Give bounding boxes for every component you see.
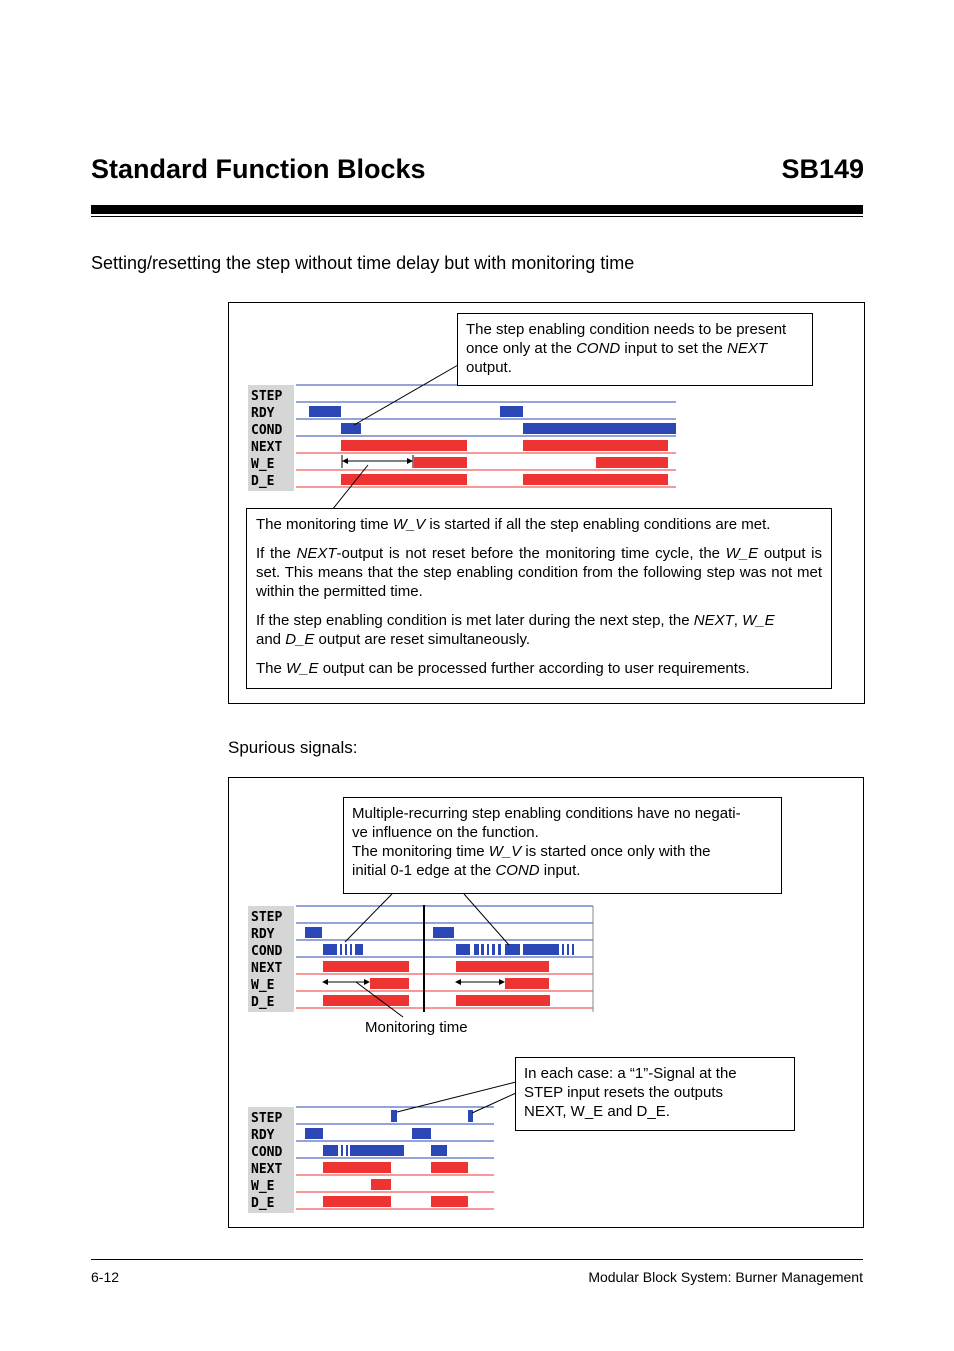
signal-label: W_E <box>251 978 275 993</box>
signal-label: W_E <box>251 1179 275 1194</box>
signal-label: D_E <box>251 995 275 1010</box>
next-pulse <box>523 440 668 451</box>
note-step-reset: In each case: a “1”-Signal at the STEP input resets the outputs NEXT, W_E and D_E. <box>515 1057 795 1131</box>
page-number: 6-12 <box>91 1269 120 1285</box>
leader-line <box>354 365 458 425</box>
note-step-enabling: The step enabling condition needs to be present once only at the COND input to set the NEXT output. <box>457 313 813 386</box>
cond-pulse <box>341 423 361 434</box>
signal-label: D_E <box>251 1196 275 1211</box>
signal-label: STEP <box>251 1111 283 1126</box>
signal-label: STEP <box>251 389 283 404</box>
cond-pulse <box>523 423 676 434</box>
rdy-pulse <box>500 406 523 417</box>
spurious-signals-label: Spurious signals: <box>228 738 358 757</box>
signal-label: NEXT <box>251 961 283 976</box>
signal-label: COND <box>251 944 283 959</box>
note-monitoring-time: The monitoring time W_V is started if all the step enabling conditions are met. If the NEXT-output is not reset before the monitoring time cycle, the W_E output is set. This means that the step enabling condition from the following step was not met within the permitted time. If the step enabling condition is met later during the next step, the NEXT, W_E and D_E output are reset simultaneously. The W_E output can be processed further according to user requirements. <box>246 508 832 689</box>
signal-label: D_E <box>251 474 275 489</box>
footer-rule <box>91 1259 863 1260</box>
signal-label: COND <box>251 1145 283 1160</box>
signal-label: NEXT <box>251 440 283 455</box>
we-pulse <box>596 457 668 468</box>
de-pulse <box>523 474 668 485</box>
signal-label: NEXT <box>251 1162 283 1177</box>
signal-label: COND <box>251 423 283 438</box>
page-title: Standard Function Blocks <box>91 154 426 184</box>
note-multiple-conditions: Multiple-recurring step enabling conditions have no negati- ve influence on the function. The monitoring time W_V is started once only with the initial 0-1 edge at the COND input. <box>343 797 782 894</box>
signal-label: STEP <box>251 910 283 925</box>
signal-label: W_E <box>251 457 275 472</box>
block-name: SB149 <box>781 154 864 184</box>
section-heading: Setting/resetting the step without time delay but with monitoring time <box>91 253 635 273</box>
rdy-pulse <box>309 406 341 417</box>
next-pulse <box>341 440 467 451</box>
footer-doc-title: Modular Block System: Burner Management <box>588 1269 863 1285</box>
signal-label: RDY <box>251 927 275 942</box>
signal-label: RDY <box>251 1128 275 1143</box>
we-pulse <box>414 457 467 468</box>
timing-diagram-1 <box>248 365 676 510</box>
monitoring-time-label: Monitoring time <box>365 1019 468 1036</box>
signal-label: RDY <box>251 406 275 421</box>
